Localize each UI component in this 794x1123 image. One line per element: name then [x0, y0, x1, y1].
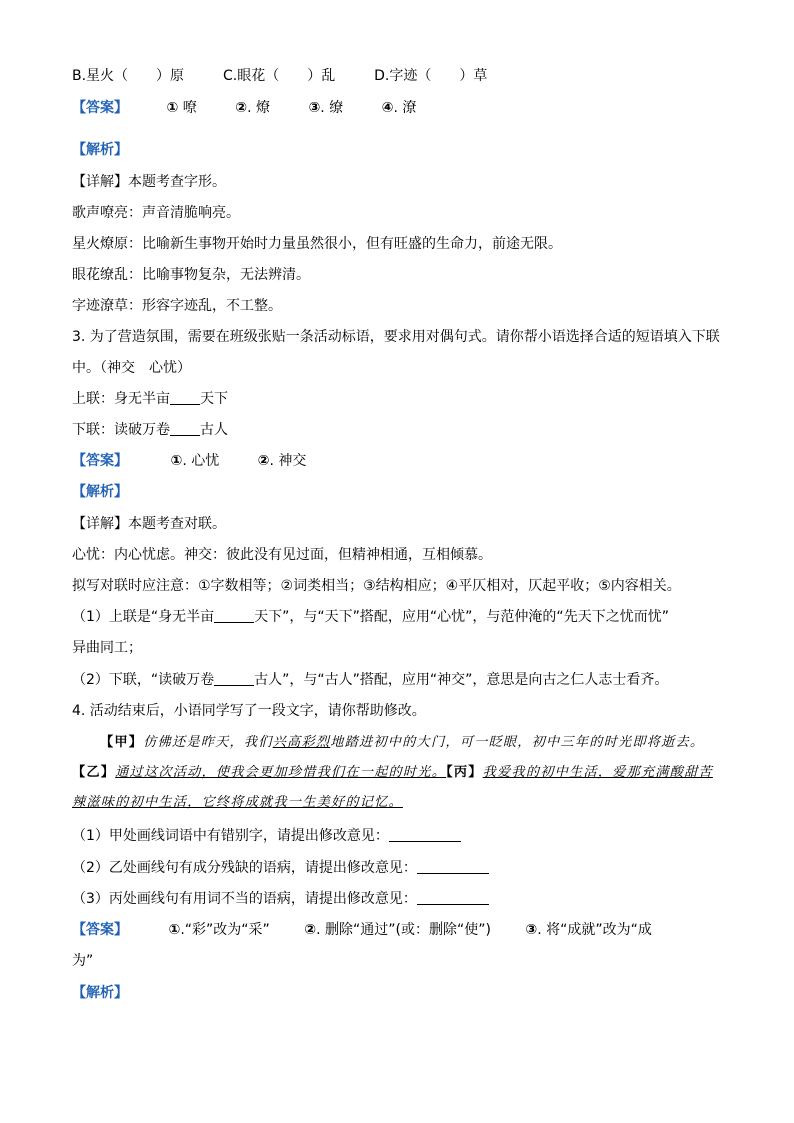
answer-text-3: . 将“成就”改为“成	[537, 922, 652, 938]
label-jia: 【甲】	[100, 735, 144, 750]
answer-text-2: . 删除“通过”(或：删除“使”)	[316, 922, 491, 938]
detail-line: 【详解】本题考查对联。	[72, 516, 226, 532]
option-c: C.眼花（ ）乱	[222, 68, 336, 84]
option-d: D.字迹（ ）草	[374, 68, 488, 84]
underlined-word: 兴高彩烈	[272, 735, 331, 750]
blank-line	[214, 608, 254, 623]
blank-line	[214, 671, 254, 686]
answer-num-2: ②	[304, 922, 317, 938]
sub-question-1: （1）甲处画线词语中有错别字，请提出修改意见：	[72, 826, 461, 846]
sub-question-2: （2）乙处画线句有成分残缺的语病，请提出修改意见：	[72, 858, 489, 878]
answer-num-2: ②	[257, 453, 270, 469]
blank-line	[389, 827, 461, 842]
analysis-line: 拟写对联时应注意：①字数相等；②词类相当；③结构相应；④平仄相对，仄起平收；⑤内容相关。	[72, 578, 681, 594]
analysis-line: 异曲同工；	[72, 640, 142, 656]
analysis-line: （1）上联是“身无半亩 天下”，与“天下”搭配，应用“心忧”，与范仲淹的“先天下之忧而忧”	[72, 609, 669, 625]
answer-num-1: ①	[166, 100, 179, 116]
detail-line: 【详解】本题考查字形。	[72, 174, 226, 190]
underlined-sentence-bing-cont: 中生活，它终将成就我一生美好的记忆。	[143, 795, 403, 810]
blank-line	[417, 859, 489, 874]
answer-text-4: 潦	[402, 100, 417, 116]
analysis-line: 歌声嘹亮：声音清脆响亮。	[72, 205, 240, 221]
answer-tag: 【答案】	[72, 100, 128, 116]
q4-stem: 4. 活动结束后，小语同学写了一段文字，请你帮助修改。	[72, 703, 426, 719]
answer-tag: 【答案】	[72, 453, 128, 469]
answer-num-4: ④	[381, 100, 394, 116]
answer-text-1: .“彩”改为“采”	[180, 922, 270, 938]
q2-options-row	[72, 66, 487, 86]
answer-num-3: ③	[308, 100, 321, 116]
answer-continuation: 为”	[72, 953, 94, 969]
blank-line	[170, 390, 200, 405]
analysis-line: 眼花缭乱：比喻事物复杂，无法辨清。	[72, 267, 310, 283]
answer-text-1: . 心忧	[182, 453, 220, 469]
analysis-tag: 【解析】	[72, 142, 128, 158]
answer-tag: 【答案】	[72, 922, 128, 938]
answer-num-2: ②	[235, 100, 248, 116]
q3-stem-line-2: 中。（神交 心忧）	[72, 360, 191, 376]
analysis-line: 星火燎原：比喻新生事物开始时力量虽然很小，但有旺盛的生命力，前途无限。	[72, 236, 562, 252]
answer-text-2: . 神交	[269, 453, 307, 469]
lower-couplet: 下联：读破万卷 古人	[72, 422, 228, 438]
option-b: B.星火（ ）原	[72, 68, 185, 84]
blank-line	[170, 421, 200, 436]
q3-answer-row	[72, 451, 306, 471]
blank-line	[417, 890, 489, 905]
analysis-line: 心忧：内心忧虑。神交：彼此没有见过面，但精神相通，互相倾慕。	[72, 547, 492, 563]
underlined-sentence-bing: 我爱我的初中生活，爱那充满酸甜苦辣滋味的初	[72, 765, 713, 810]
q2-answer-row: 【答案】 ① 嘹 ②. 燎 ③. 缭 ④. 潦	[72, 100, 417, 116]
answer-text-2: 燎	[255, 100, 270, 116]
q4-answer-row	[72, 920, 652, 940]
label-bing: 【丙】	[446, 765, 483, 780]
answer-num-3: ③	[525, 922, 538, 938]
sub-question-3: （3）丙处画线句有用词不当的语病，请提出修改意见：	[72, 889, 489, 909]
upper-couplet: 上联：身无半亩 天下	[72, 391, 228, 407]
answer-num-1: ①	[170, 453, 183, 469]
analysis-line: （2）下联，“读破万卷 古人”，与“古人”搭配，应用“神交”，意思是向古之仁人志士看齐。	[72, 672, 669, 688]
analysis-line: 字迹潦草：形容字迹乱，不工整。	[72, 298, 282, 314]
answer-num-1: ①	[168, 922, 181, 938]
analysis-tag: 【解析】	[72, 484, 128, 500]
q4-passage: 【甲】仿佛还是昨天，我们兴高彩烈地踏进初中的大门，可一眨眼，初中三年的时光即将逝去。【乙】通过这次活动，使我会更加珍惜我们在一起的时光。【丙】我爱我的初中生活，爱那充满酸甜苦辣滋味的初中生活，它终将成就我一生美好的记忆。	[72, 735, 713, 810]
underlined-sentence-yi: 通过这次活动，使我会更加珍惜我们在一起的时光。	[115, 765, 447, 780]
analysis-tag: 【解析】	[72, 985, 128, 1001]
answer-text-1: 嘹	[182, 100, 197, 116]
q3-stem-line-1: 3. 为了营造氛围，需要在班级张贴一条活动标语，要求用对偶句式。请你帮小语选择合适的短语填入下联	[72, 329, 720, 345]
label-yi: 【乙】	[72, 765, 116, 780]
answer-text-3: 缭	[329, 100, 344, 116]
